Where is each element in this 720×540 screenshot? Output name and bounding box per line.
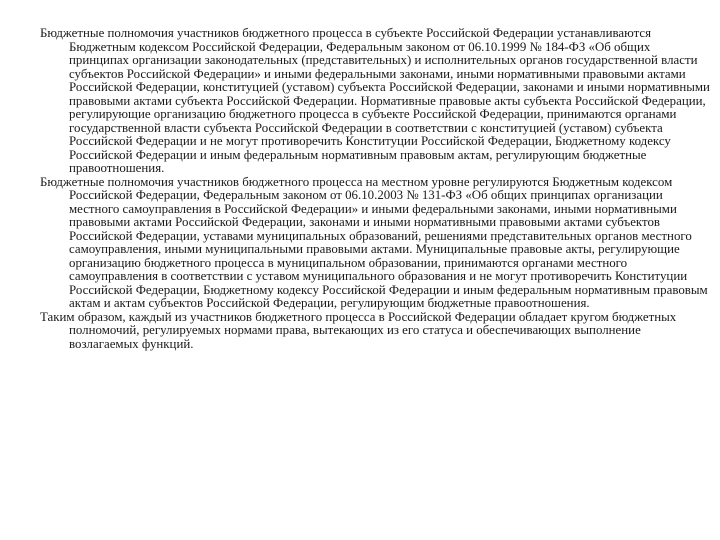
paragraph-regional-budget-powers: Бюджетные полномочия участников бюджетного процесса в субъекте Российской Федерации устанавливаются Бюджетным кодексом Российской Федерации, Федеральным законом от 06.10.1999 № 184-ФЗ «Об общих принципах организации законодательных (представительных) и исполнительных органов государственной власти субъектов Российской Федерации» и иными федеральными законами, иными нормативными правовыми актами Российской Федерации, конституцией (уставом) субъекта Российской Федерации, законами и иными нормативными правовыми актами субъекта Российской Федерации. Нормативные правовые акты субъекта Российской Федерации, регулирующие организацию бюджетного процесса в субъекте Российской Федерации, принимаются органами государственной власти субъекта Российской Федерации в соответствии с конституцией (уставом) субъекта Российской Федерации и не могут противоречить Конституции Российской Федерации, Бюджетному кодексу Российской Федерации и иным федеральным нормативным правовым актам, регулирующим бюджетные правоотношения. [40, 26, 710, 175]
paragraph-conclusion: Таким образом, каждый из участников бюджетного процесса в Российской Федерации обладает кругом бюджетных полномочий, регулируемых нормами права, вытекающих из его статуса и обеспечивающих выполнение возлагаемых функций. [40, 309, 677, 351]
document-body [40, 27, 712, 351]
paragraph-local-budget-powers: Бюджетные полномочия участников бюджетного процесса на местном уровне регулируются Бюджетным кодексом Российской Федерации, Федеральным законом от 06.10.2003 № 131-ФЗ «Об общих принципах организации местного самоуправления в Российской Федерации» и иными федеральными законами, иными нормативными правовыми актами Российской Федерации, законами и иными нормативными правовыми актами субъектов Российской Федерации, уставами муниципальных образований, решениями представительных органов местного самоуправления, иными муниципальными правовыми актами. Муниципальные правовые акты, регулирующие организацию бюджетного процесса в муниципальном образовании, принимаются органами местного самоуправления в соответствии с уставом муниципального образования и не могут противоречить Конституции Российской Федерации, Бюджетному кодексу Российской Федерации и иным федеральным нормативным правовым актам и актам субъектов Российской Федерации, регулирующим бюджетные правоотношения. [40, 174, 708, 310]
